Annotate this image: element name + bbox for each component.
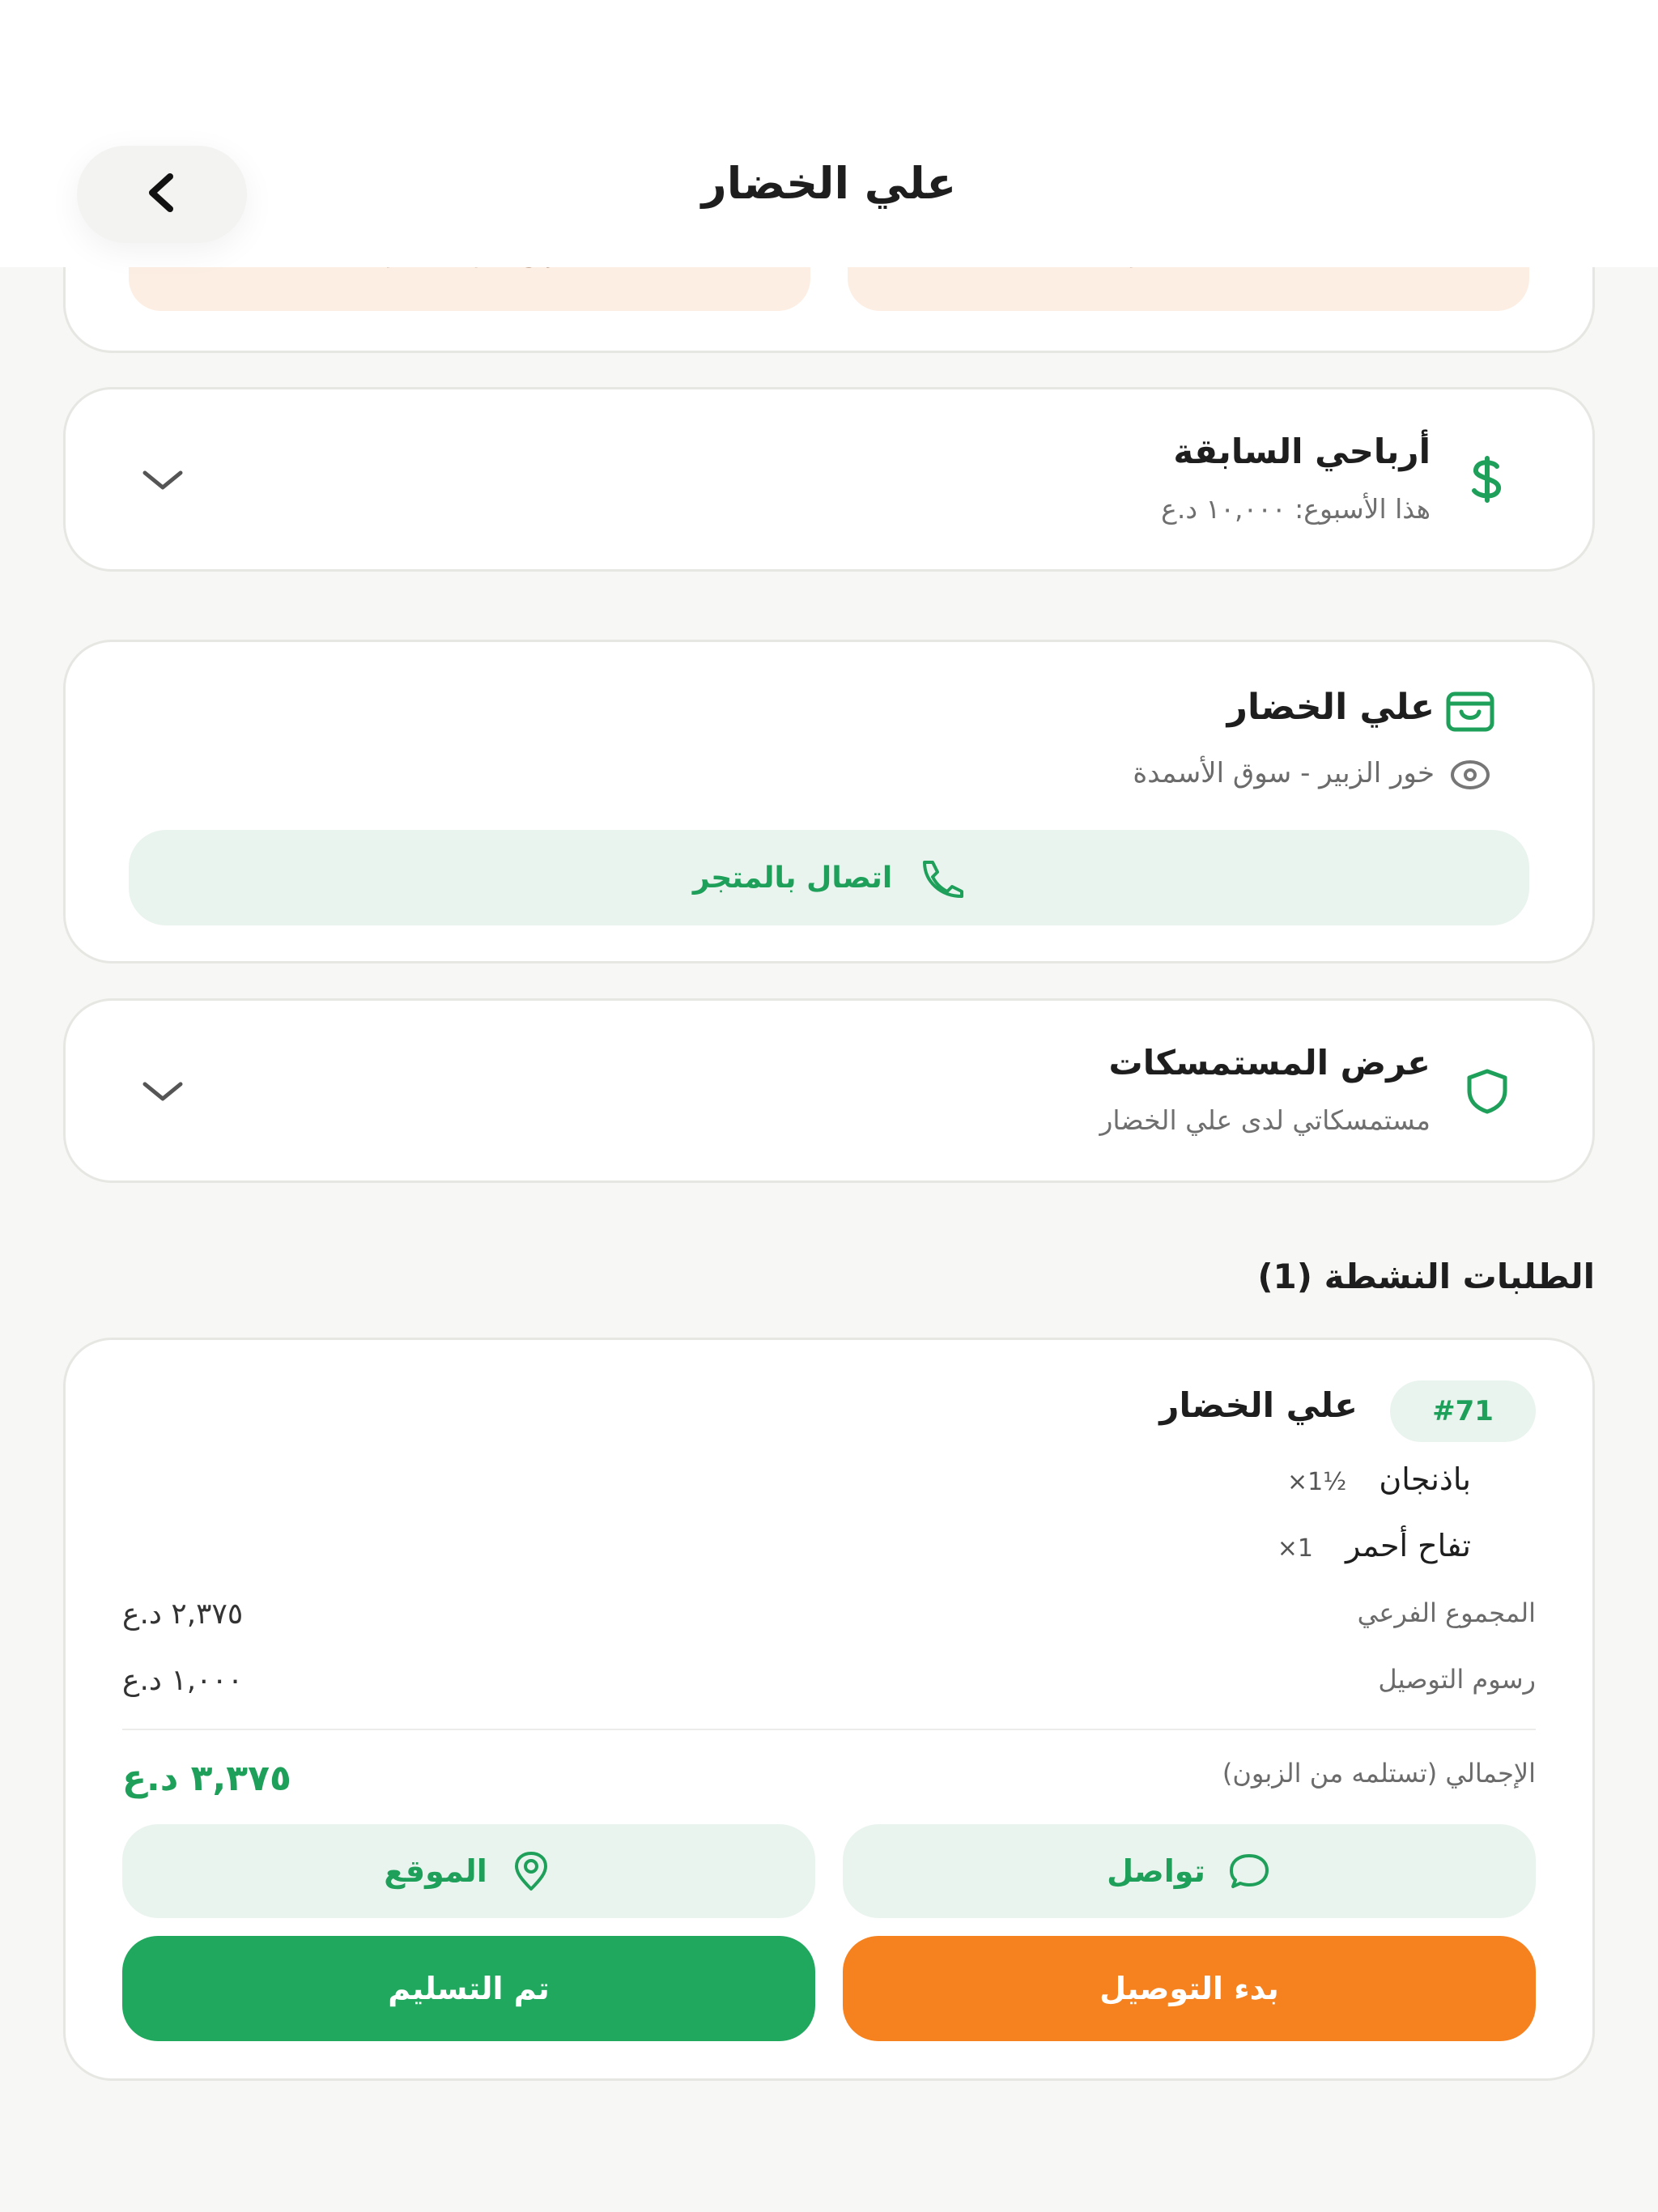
order-id-badge bbox=[1390, 1380, 1536, 1442]
chevron-down-icon[interactable] bbox=[138, 463, 187, 496]
store-name: علي الخضار bbox=[1226, 687, 1435, 728]
start-delivery-button[interactable] bbox=[843, 1936, 1536, 2041]
item-name: تفاح أحمر bbox=[1346, 1528, 1471, 1563]
order-id: #71 bbox=[1432, 1395, 1494, 1427]
location-pin-icon bbox=[1449, 754, 1491, 796]
order-customer-name: علي الخضار bbox=[1159, 1385, 1358, 1425]
divider bbox=[122, 1729, 1536, 1730]
contact-label: تواصل bbox=[1107, 1853, 1205, 1889]
call-store-button[interactable] bbox=[129, 830, 1529, 925]
chevron-left-icon bbox=[138, 168, 186, 220]
subtotal-row bbox=[122, 1597, 1536, 1646]
phone-icon bbox=[916, 857, 965, 898]
item-quantity: ×1½ bbox=[1287, 1468, 1347, 1496]
dollar-icon bbox=[1463, 455, 1511, 504]
subtotal-value: ٢,٣٧٥ د.ع bbox=[122, 1597, 244, 1631]
collectibles-title: عرض المستمسكات bbox=[1108, 1043, 1431, 1083]
page-title: علي الخضار bbox=[701, 158, 957, 209]
order-item bbox=[1287, 1461, 1471, 1497]
previous-earnings-subtitle: هذا الأسبوع: ١٠,٠٠٠ د.ع bbox=[1161, 493, 1431, 525]
delivery-fee-row bbox=[122, 1664, 1536, 1712]
shopping-bag-icon bbox=[1445, 691, 1495, 733]
shield-icon bbox=[1463, 1066, 1511, 1115]
delivery-fee-value: ١,٠٠٠ د.ع bbox=[122, 1664, 244, 1697]
call-store-label: اتصال بالمتجر bbox=[692, 861, 893, 895]
start-delivery-label: بدء التوصيل bbox=[1099, 1971, 1279, 2006]
previous-earnings-title: أرباحي السابقة bbox=[1173, 432, 1431, 471]
chat-bubble-icon bbox=[1226, 1851, 1272, 1891]
active-orders-heading: الطلبات النشطة (1) bbox=[1257, 1257, 1595, 1296]
collectibles-subtitle: مستمسكاتي لدى علي الخضار bbox=[1099, 1104, 1431, 1136]
item-name: باذنجان bbox=[1379, 1461, 1471, 1497]
location-label: الموقع bbox=[384, 1853, 487, 1889]
back-button[interactable] bbox=[77, 146, 247, 243]
location-button[interactable] bbox=[122, 1824, 815, 1918]
chevron-down-icon[interactable] bbox=[138, 1074, 187, 1107]
total-row bbox=[122, 1758, 1536, 1806]
top-header bbox=[0, 0, 1658, 267]
subtotal-label: المجموع الفرعي bbox=[1357, 1597, 1536, 1628]
contact-button[interactable] bbox=[843, 1824, 1536, 1918]
delivery-fee-label: رسوم التوصيل bbox=[1378, 1664, 1536, 1695]
total-value: ٣,٣٧٥ د.ع bbox=[122, 1758, 291, 1799]
item-quantity: ×1 bbox=[1277, 1534, 1314, 1563]
order-item bbox=[1278, 1528, 1471, 1563]
store-card bbox=[63, 640, 1595, 963]
mark-delivered-label: تم التسليم bbox=[388, 1971, 550, 2006]
order-card bbox=[63, 1338, 1595, 2081]
collectibles-row[interactable] bbox=[63, 998, 1595, 1183]
map-pin-icon bbox=[508, 1848, 554, 1894]
mark-delivered-button[interactable] bbox=[122, 1936, 815, 2041]
total-label: الإجمالي (تستلمه من الزبون) bbox=[1222, 1758, 1536, 1789]
previous-earnings-row[interactable] bbox=[63, 387, 1595, 572]
store-location: خور الزبير - سوق الأسمدة bbox=[1133, 757, 1435, 789]
